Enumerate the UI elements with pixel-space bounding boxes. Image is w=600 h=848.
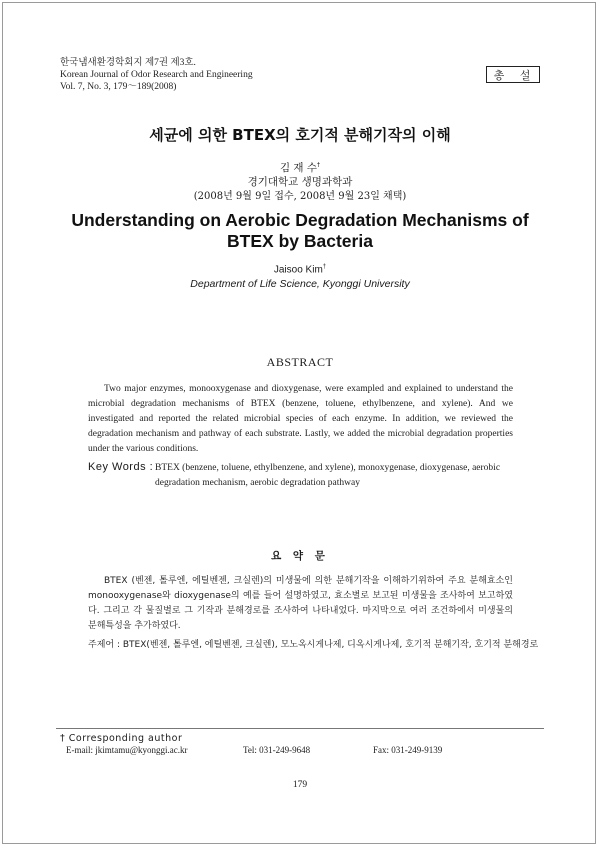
abstract-heading: ABSTRACT: [266, 355, 334, 369]
journal-info: [60, 57, 253, 93]
fax-contact: Fax: 031-249-9139: [373, 745, 443, 755]
phone-contact: Tel: 031-249-9648: [243, 745, 311, 755]
affiliation-english: Department of Life Science, Kyonggi University: [190, 278, 410, 290]
title-korean: 세균에 의한 BTEX의 호기적 분해기작의 이해: [149, 126, 451, 144]
footnote-divider: [56, 728, 544, 729]
author-korean: [0, 160, 600, 175]
journal-name-ko: 한국냄새환경학회지 제7권 제3호.: [60, 58, 196, 68]
author-mark-en: †: [322, 264, 327, 270]
title-english: Understanding on Aerobic Degradation Mechanisms of BTEX by Bacteria: [71, 210, 529, 251]
author-korean-name: 김 재 수: [279, 162, 318, 174]
keywords-text: BTEX (benzene, toluene, ethylbenzene, and xylene), monoxygenase, dioxygenase, aerobic degradation mechanism, aerobic degradation pathway: [155, 463, 501, 488]
summary-korean-heading: 요 약 문: [271, 550, 329, 562]
author-mark: †: [317, 161, 321, 169]
article-type-badge: 총 설: [486, 66, 540, 83]
abstract-body: Two major enzymes, monooxygenase and dioxygenase, were exampled and explained to understand the microbial degradation mechanisms of BTEX (benzene, toluene, ethylbenzene, and xylene). And we investigated and reported the related microbial species of each enzyme. In addition, we reviewed the degradation mechanism and pathway of each substrate. Lastly, we added the microbial degradation properties under the various conditions.: [88, 384, 513, 454]
affiliation-korean: 경기대학교 생명과학과: [247, 176, 353, 188]
page-number: 179: [292, 780, 308, 790]
author-english: [0, 264, 600, 275]
keywords-korean: 주제어 : BTEX(벤젠, 톨루엔, 에틸벤젠, 크실렌), 모노옥시게나제, 디옥시게나제, 호기적 분해기작, 호기적 분해경로: [88, 640, 539, 650]
corresponding-author-note: † Corresponding author: [60, 733, 183, 744]
journal-volume: Vol. 7, No. 3, 179～189(2008): [60, 82, 177, 92]
journal-name-en: Korean Journal of Odor Research and Engineering: [60, 70, 253, 80]
summary-korean-body: BTEX (벤젠, 톨루엔, 에틸벤젠, 크실렌)의 미생물에 의한 분해기작을 이해하기위하여 주요 분해효소인 monooxygenase와 dioxygenase의 예를 들어 설명하였고, 효소별로 보고된 미생물을 조사하여 보고하였다. 그리고 각 물질별로 그 기작과 분해경로를 조사하여 나타내었다. 마지막으로 여러 조건하에서 미생물의 분해특성을 추가하였다.: [88, 576, 513, 631]
received-dates: (2008년 9월 9일 접수, 2008년 9월 23일 채택): [193, 191, 407, 202]
keywords-label: Key Words :: [88, 461, 154, 473]
email-contact: E-mail: jkimtamu@kyonggi.ac.kr: [66, 745, 188, 755]
author-english-name: Jaisoo Kim: [273, 264, 323, 276]
